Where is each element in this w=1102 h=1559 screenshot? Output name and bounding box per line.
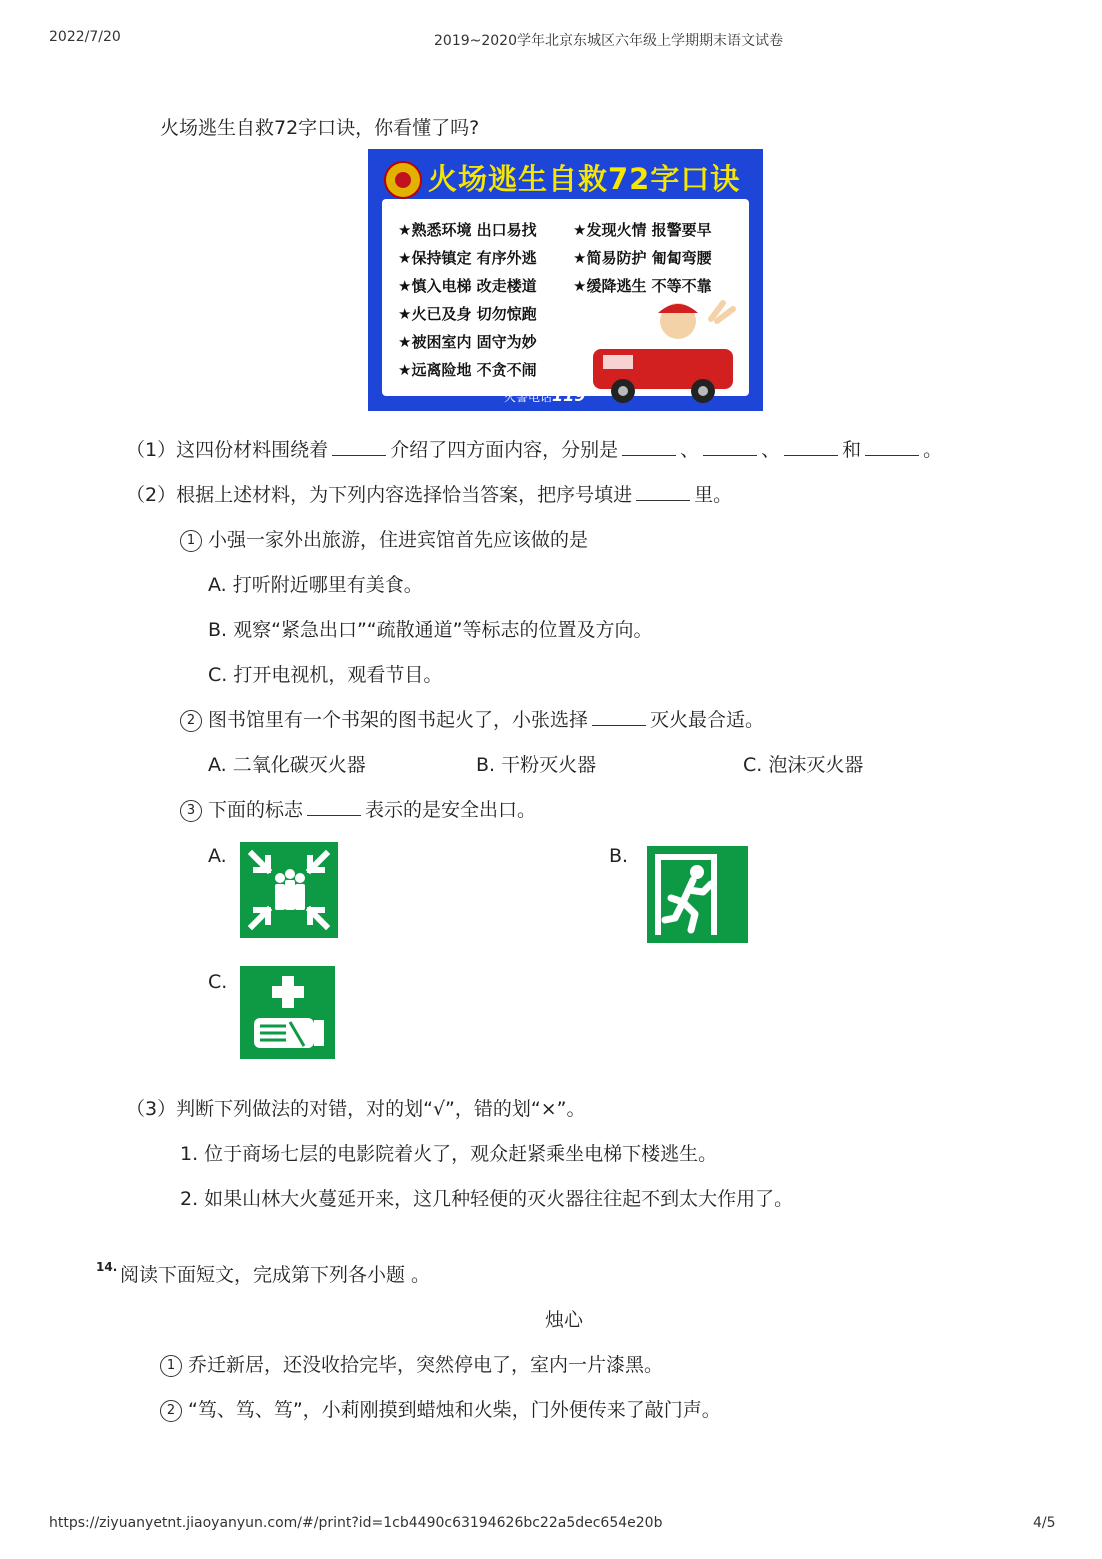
judgement-item: 2. 如果山林大火蔓延开来，这几种轻便的灭火器往往起不到太大作用了。 — [180, 1188, 794, 1210]
sub-question-3: 3 下面的标志 表示的是安全出口。 — [180, 797, 536, 824]
story-paragraph: 1 乔迁新居，还没收拾完毕，突然停电了，室内一片漆黑。 — [160, 1352, 663, 1379]
page-number: 4/5 — [1033, 1515, 1056, 1531]
fire-escape-poster — [368, 149, 763, 411]
circled-number: 1 — [180, 530, 202, 552]
story-title: 烛心 — [545, 1309, 584, 1331]
poster-line: ★被困室内 固守为妙 — [398, 333, 537, 351]
answer-blank[interactable] — [332, 437, 386, 456]
poster-line: ★慎入电梯 改走楼道 — [398, 277, 537, 295]
question-number: 14. — [96, 1260, 118, 1274]
sub-question-2: 2 图书馆里有一个书架的图书起火了，小张选择 灭火最合适。 — [180, 707, 764, 734]
police-emblem-icon — [384, 161, 422, 199]
print-date: 2022/7/20 — [49, 29, 121, 45]
poster-line: ★发现火情 报警要早 — [573, 221, 712, 239]
judgement-item: 1. 位于商场七层的电影院着火了，观众赶紧乘坐电梯下楼逃生。 — [180, 1143, 718, 1165]
assembly-point-sign-icon — [240, 842, 338, 938]
poster-title: 火场逃生自救72字口诀 — [428, 162, 741, 196]
poster-line: ★保持镇定 有序外逃 — [398, 249, 537, 267]
story-paragraph: 2 “笃、笃、笃”，小莉刚摸到蜡烛和火柴，门外便传来了敲门声。 — [160, 1397, 721, 1424]
poster-line: ★火已及身 切勿惊跑 — [398, 305, 537, 323]
circled-number: 1 — [160, 1355, 182, 1377]
answer-blank[interactable] — [636, 482, 690, 501]
answer-blank[interactable] — [784, 437, 838, 456]
question-3: （3）判断下列做法的对错，对的划“√”，错的划“×”。 — [126, 1098, 586, 1120]
option-a: A. 打听附近哪里有美食。 — [208, 574, 423, 596]
option-c: C. 泡沫灭火器 — [743, 754, 864, 776]
answer-blank[interactable] — [865, 437, 919, 456]
poster-line: ★远离险地 不贪不闹 — [398, 361, 537, 379]
poster-line: ★缓降逃生 不等不靠 — [573, 277, 712, 295]
circled-number: 2 — [180, 710, 202, 732]
sign-label-c: C. — [208, 971, 228, 993]
document-title: 2019~2020学年北京东城区六年级上学期期末语文试卷 — [434, 33, 783, 49]
option-c: C. 打开电视机，观看节目。 — [208, 664, 443, 686]
option-b: B. 干粉灭火器 — [476, 754, 597, 776]
sign-label-a: A. — [208, 845, 227, 867]
circled-number: 2 — [160, 1400, 182, 1422]
option-a: A. 二氧化碳灭火器 — [208, 754, 366, 776]
answer-blank[interactable] — [592, 707, 646, 726]
question-14-text: 阅读下面短文，完成第下列各小题 。 — [120, 1264, 431, 1286]
question-2: （2）根据上述材料，为下列内容选择恰当答案，把序号填进 里。 — [126, 484, 733, 506]
answer-blank[interactable] — [703, 437, 757, 456]
poster-line: ★简易防护 匍匐弯腰 — [573, 249, 712, 267]
intro-text: 火场逃生自救72字口诀，你看懂了吗? — [160, 117, 480, 139]
fire-truck-mascot-icon — [583, 299, 748, 409]
circled-number: 3 — [180, 800, 202, 822]
sign-label-b: B. — [609, 845, 629, 867]
answer-blank[interactable] — [622, 437, 676, 456]
page-url[interactable]: https://ziyuanyetnt.jiaoyanyun.com/#/print?id=1cb4490c63194626bc22a5dec654e20b — [49, 1515, 663, 1531]
sub-question-1: 1 小强一家外出旅游，住进宾馆首先应该做的是 — [180, 527, 588, 554]
emergency-exit-sign-icon — [647, 846, 748, 943]
fire-hotline: 火警电话119 — [504, 386, 586, 405]
question-1: （1）这四份材料围绕着 介绍了四方面内容，分别是 、 、 和 。 — [126, 439, 943, 461]
answer-blank[interactable] — [307, 797, 361, 816]
option-b: B. 观察“紧急出口”“疏散通道”等标志的位置及方向。 — [208, 619, 653, 641]
poster-line: ★熟悉环境 出口易找 — [398, 221, 537, 239]
first-aid-sign-icon — [240, 966, 335, 1059]
